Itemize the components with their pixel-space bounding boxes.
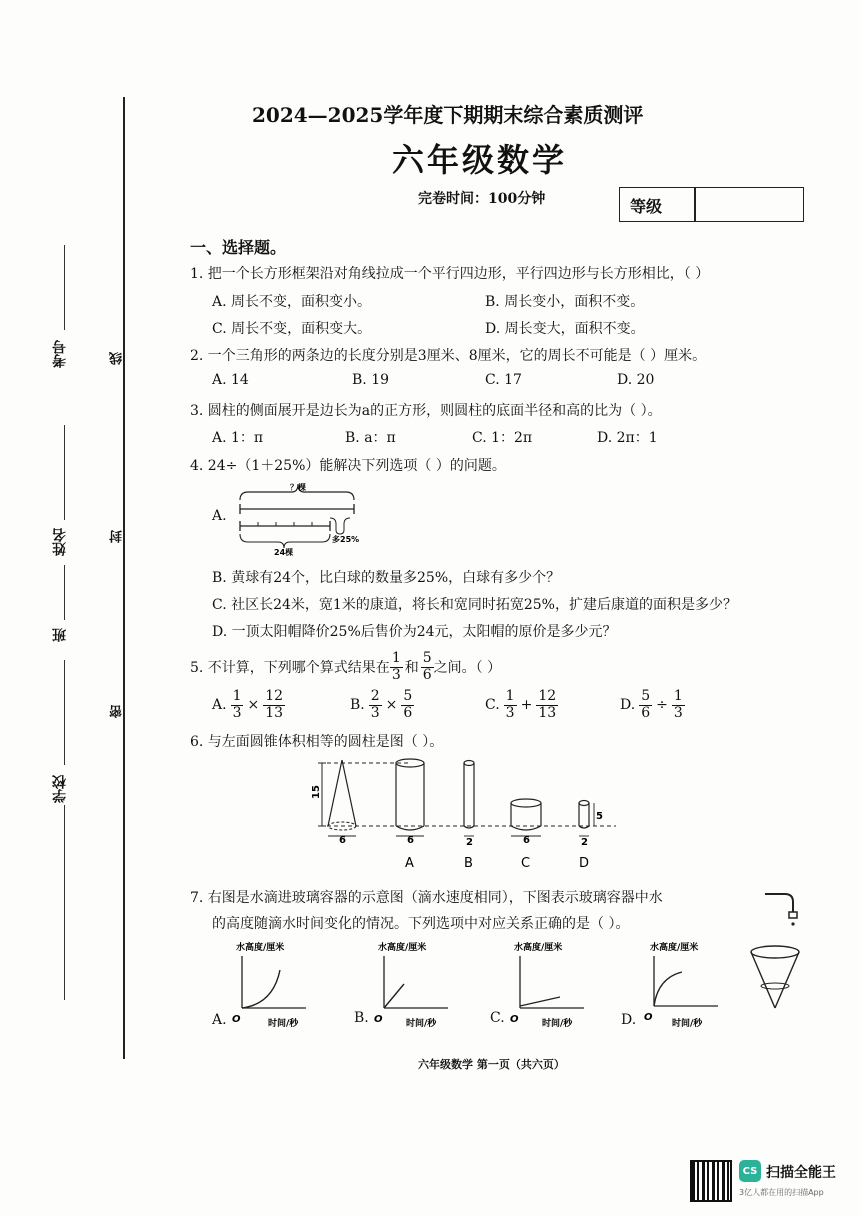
- frac-num: 2: [370, 688, 380, 705]
- q4-line-diagram: [228, 478, 368, 558]
- q5-option-b[interactable]: [350, 686, 414, 724]
- q1-option-a[interactable]: A. 周长不变，面积变小。: [212, 294, 372, 310]
- frac-num: 5: [422, 650, 432, 667]
- frac-den: 3: [232, 704, 242, 721]
- class-blank: [64, 565, 65, 620]
- cylinder-a: [396, 759, 424, 846]
- q3-option-b[interactable]: B. a：π: [345, 430, 396, 446]
- operator: +: [520, 697, 533, 713]
- q7-option-b-label[interactable]: B.: [354, 1010, 369, 1026]
- q2-option-a[interactable]: A. 14: [212, 372, 249, 388]
- q4-stem: 4. 24÷（1＋25%）能解决下列选项（ ）的问题。: [190, 458, 506, 474]
- frac-num: 12: [538, 688, 557, 705]
- q5-option-d[interactable]: [620, 686, 685, 724]
- frac-num: 1: [391, 650, 401, 667]
- cylinder-c: [511, 799, 541, 846]
- x-axis-label: 时间/秒: [406, 1019, 437, 1029]
- option-label: D.: [620, 697, 636, 713]
- q3-stem: 3. 圆柱的侧面展开是边长为a的正方形，则圆柱的底面半径和高的比为（ ）。: [190, 403, 662, 419]
- q3-option-c[interactable]: C. 1：2π: [472, 430, 533, 446]
- frac-den: 3: [673, 704, 683, 721]
- q4-option-c[interactable]: C. 社区长24米，宽1米的康道，将长和宽同时拓宽25%，扩建后康道的面积是多少？: [212, 597, 737, 613]
- frac-den: 6: [641, 704, 651, 721]
- q7-option-c-label[interactable]: C.: [490, 1010, 505, 1026]
- option-label: B.: [350, 697, 365, 713]
- q3-option-a[interactable]: A. 1：π: [212, 430, 264, 446]
- q4-diagram-side-label: 多25%: [332, 535, 360, 544]
- q5-stem-post: 之间。（ ）: [433, 660, 502, 676]
- q5-range-low: [390, 651, 403, 683]
- q5-option-a[interactable]: [212, 686, 285, 724]
- q1-option-d[interactable]: D. 周长变大，面积不变。: [485, 321, 645, 337]
- x-axis-label: 时间/秒: [672, 1019, 703, 1029]
- q6-stem: 6. 与左面圆锥体积相等的圆柱是图（ ）。: [190, 734, 444, 750]
- q4-diagram-bottom-label: 24棵: [274, 548, 294, 557]
- q7-option-a-label[interactable]: A.: [212, 1012, 227, 1028]
- qr-code-icon: [690, 1160, 732, 1202]
- fraction: [639, 689, 652, 721]
- origin-label: O: [644, 1012, 653, 1023]
- q7-graph-d[interactable]: [636, 942, 726, 1030]
- frac-den: 3: [391, 666, 401, 683]
- fraction: [504, 689, 517, 721]
- time-label: 完卷时间：100分钟: [418, 191, 546, 207]
- q6-solids-figure: [308, 755, 628, 877]
- y-axis-label: 水高度/厘米: [650, 943, 699, 953]
- q1-option-c[interactable]: C. 周长不变，面积变大。: [212, 321, 372, 337]
- cylinder-a-diameter-label: 6: [407, 835, 414, 846]
- q7-graph-b[interactable]: [370, 942, 460, 1030]
- seal-label: 封: [110, 530, 125, 543]
- q5-stem: [190, 648, 501, 686]
- school-blank: [64, 660, 65, 765]
- page-footer: 六年级数学 第一页（共六页）: [418, 1058, 565, 1071]
- cylinder-b: [464, 761, 474, 849]
- grade-box: [619, 187, 804, 222]
- section-title: 一、选择题。: [190, 238, 287, 257]
- q5-range-high: [421, 651, 434, 683]
- faucet-cone-figure: [745, 890, 805, 1020]
- q4-diagram-top-label: ？棵: [290, 483, 306, 492]
- solid-label-d: D: [579, 856, 590, 871]
- cylinder-d: [579, 801, 603, 849]
- frac-den: 3: [370, 704, 380, 721]
- camscanner-logo-icon: CS: [739, 1160, 761, 1182]
- q1-stem: 1. 把一个长方形框架沿对角线拉成一个平行四边形，平行四边形与长方形相比，（ ）: [190, 266, 710, 282]
- cone-diameter-label: 6: [339, 835, 346, 846]
- origin-label: O: [374, 1014, 383, 1025]
- q4-option-d[interactable]: D. 一顶太阳帽降价25%后售价为24元，太阳帽的原价是多少元？: [212, 624, 617, 640]
- q7-stem-line2: 的高度随滴水时间变化的情况。下列选项中对应关系正确的是（ ）。: [212, 916, 630, 932]
- cone-height-label: 15: [311, 785, 322, 799]
- class-label: 班: [52, 628, 68, 642]
- q7-option-d-label[interactable]: D.: [621, 1012, 637, 1028]
- frac-num: 5: [403, 688, 413, 705]
- fraction: [401, 689, 414, 721]
- fraction: [263, 689, 285, 721]
- frac-num: 1: [232, 688, 242, 705]
- q2-option-d[interactable]: D. 20: [617, 372, 655, 388]
- y-axis-label: 水高度/厘米: [378, 943, 427, 953]
- name-blank: [64, 425, 65, 520]
- subject-title: 六年级数学: [392, 141, 568, 179]
- y-axis-label: 水高度/厘米: [236, 943, 285, 953]
- fraction: [369, 689, 382, 721]
- margin-blank-bottom: [64, 805, 65, 1000]
- secret-label: 密: [110, 705, 125, 718]
- exam-title: 2024—2025学年度下期期末综合素质测评: [252, 103, 644, 127]
- school-label: 学校: [52, 775, 68, 803]
- q1-option-b[interactable]: B. 周长变小，面积不变。: [485, 294, 645, 310]
- q5-stem-pre: 5. 不计算，下列哪个算式结果在: [190, 660, 390, 676]
- q7-stem-line1: 7. 右图是水滴进玻璃容器的示意图（滴水速度相同），下图表示玻璃容器中水: [190, 890, 663, 906]
- cut-line-label: 线: [110, 352, 125, 365]
- q7-graph-c[interactable]: [506, 942, 596, 1030]
- cylinder-b-diameter-label: 2: [466, 837, 473, 848]
- y-axis-label: 水高度/厘米: [514, 943, 563, 953]
- solid-label-a: A: [405, 856, 414, 871]
- frac-den: 3: [505, 704, 515, 721]
- q4-option-a[interactable]: A.: [212, 508, 227, 524]
- frac-num: 1: [673, 688, 683, 705]
- operator: ×: [385, 697, 398, 713]
- cylinder-c-diameter-label: 6: [523, 835, 530, 846]
- origin-label: O: [232, 1014, 241, 1025]
- frac-num: 1: [505, 688, 515, 705]
- q2-stem: 2. 一个三角形的两条边的长度分别是3厘米、8厘米，它的周长不可能是（ ）厘米。: [190, 348, 707, 364]
- origin-label: O: [510, 1014, 519, 1025]
- fraction: [231, 689, 244, 721]
- watermark-subtitle: 3亿人都在用的扫描App: [739, 1188, 824, 1197]
- frac-num: 12: [265, 688, 284, 705]
- q2-option-c[interactable]: C. 17: [485, 372, 522, 388]
- option-label: A.: [212, 697, 227, 713]
- solid-label-b: B: [464, 856, 473, 871]
- frac-num: 5: [641, 688, 651, 705]
- option-label: C.: [485, 697, 500, 713]
- frac-den: 13: [265, 704, 284, 721]
- operator: ÷: [656, 697, 668, 713]
- frac-den: 6: [403, 704, 413, 721]
- exam-no-blank: [64, 245, 65, 330]
- x-axis-label: 时间/秒: [268, 1019, 299, 1029]
- x-axis-label: 时间/秒: [542, 1019, 573, 1029]
- grade-label: 等级: [630, 197, 663, 216]
- cone: [328, 760, 356, 846]
- fraction: [536, 689, 558, 721]
- q7-graph-a[interactable]: [228, 942, 318, 1030]
- fraction: [672, 689, 685, 721]
- q5-option-c[interactable]: [485, 686, 558, 724]
- name-label: 姓名: [52, 528, 68, 556]
- q2-option-b[interactable]: B. 19: [352, 372, 390, 388]
- grade-field[interactable]: [698, 191, 800, 218]
- grade-box-divider: [694, 188, 696, 221]
- exam-no-label: 考号: [52, 340, 68, 368]
- binding-line: [123, 97, 125, 1059]
- q3-option-d[interactable]: D. 2π：1: [597, 430, 658, 446]
- solid-label-c: C: [521, 856, 531, 871]
- watermark-brand: 扫描全能王: [766, 1165, 836, 1181]
- q5-stem-and: 和: [404, 660, 419, 676]
- cylinder-d-diameter-label: 2: [581, 837, 588, 848]
- frac-den: 6: [422, 666, 432, 683]
- frac-den: 13: [538, 704, 557, 721]
- q4-option-b[interactable]: B. 黄球有24个，比白球的数量多25%，白球有多少个？: [212, 570, 561, 586]
- cylinder-d-height-label: 5: [596, 811, 603, 822]
- operator: ×: [247, 697, 260, 713]
